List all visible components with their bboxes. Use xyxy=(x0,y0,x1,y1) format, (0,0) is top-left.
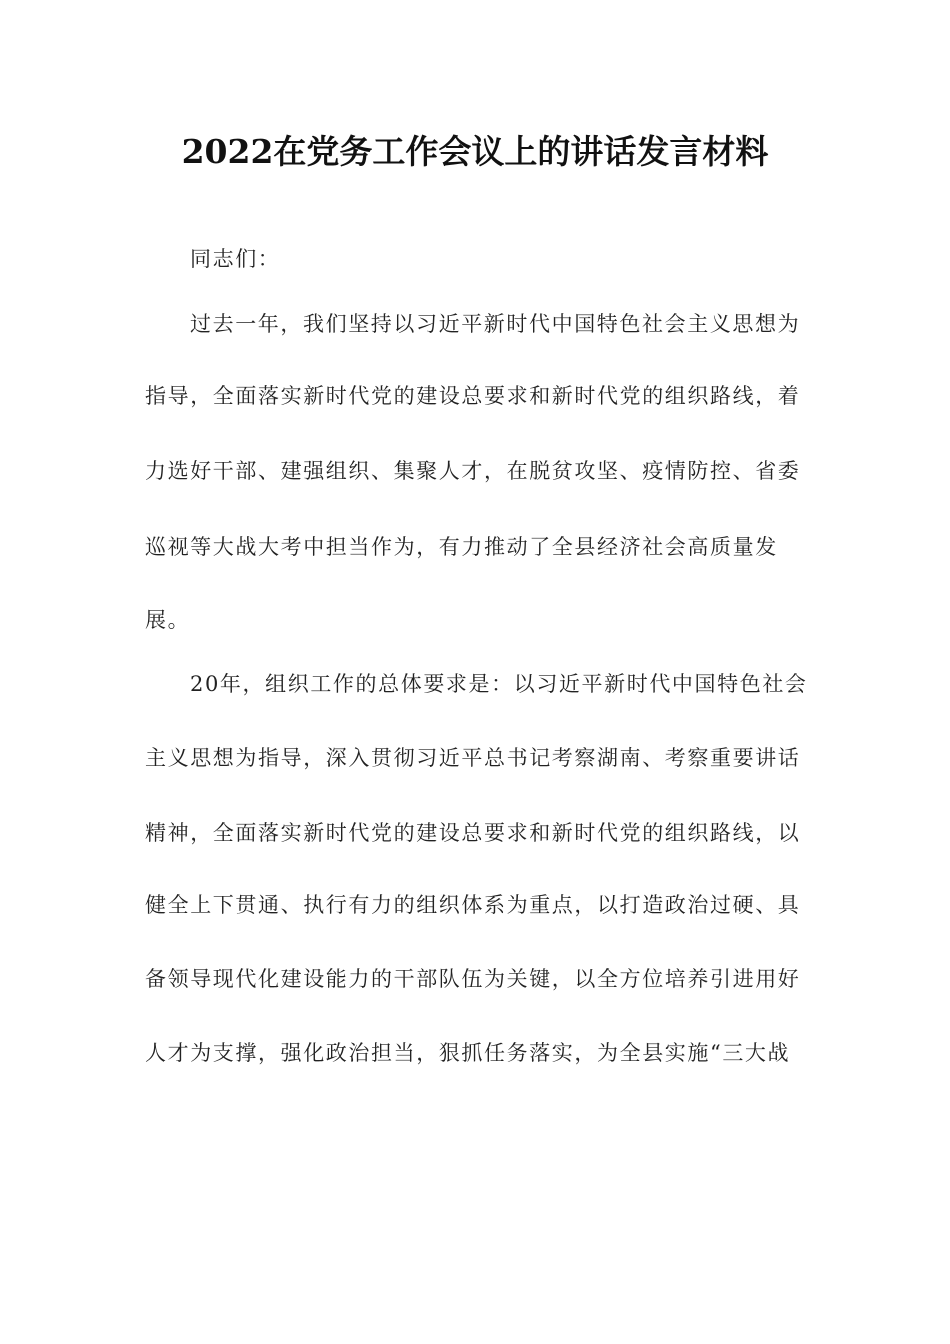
document-title: 2022在党务工作会议上的讲话发言材料 xyxy=(181,132,769,171)
paragraph-1-line-2: 指导，全面落实新时代党的建设总要求和新时代党的组织路线，着 xyxy=(145,384,801,408)
paragraph-1-line-4: 巡视等大战大考中担当作为，有力推动了全县经济社会高质量发 xyxy=(145,535,778,559)
paragraph-1-line-3: 力选好干部、建强组织、集聚人才，在脱贫攻坚、疫情防控、省委 xyxy=(145,459,801,483)
paragraph-2-line-1: 20年，组织工作的总体要求是：以习近平新时代中国特色社会 xyxy=(190,672,808,696)
salutation: 同志们： xyxy=(190,247,281,271)
paragraph-2-line-3: 精神，全面落实新时代党的建设总要求和新时代党的组织路线，以 xyxy=(145,821,801,845)
paragraph-1-line-5: 展。 xyxy=(145,608,191,632)
paragraph-2-line-6: 人才为支撑，强化政治担当，狠抓任务落实，为全县实施“三大战 xyxy=(145,1041,791,1065)
paragraph-2-line-5: 备领导现代化建设能力的干部队伍为关键，以全方位培养引进用好 xyxy=(145,967,801,991)
paragraph-2-line-2: 主义思想为指导，深入贯彻习近平总书记考察湖南、考察重要讲话 xyxy=(145,746,801,770)
paragraph-1-line-1: 过去一年，我们坚持以习近平新时代中国特色社会主义思想为 xyxy=(190,312,801,336)
paragraph-2-line-4: 健全上下贯通、执行有力的组织体系为重点，以打造政治过硬、具 xyxy=(145,893,801,917)
